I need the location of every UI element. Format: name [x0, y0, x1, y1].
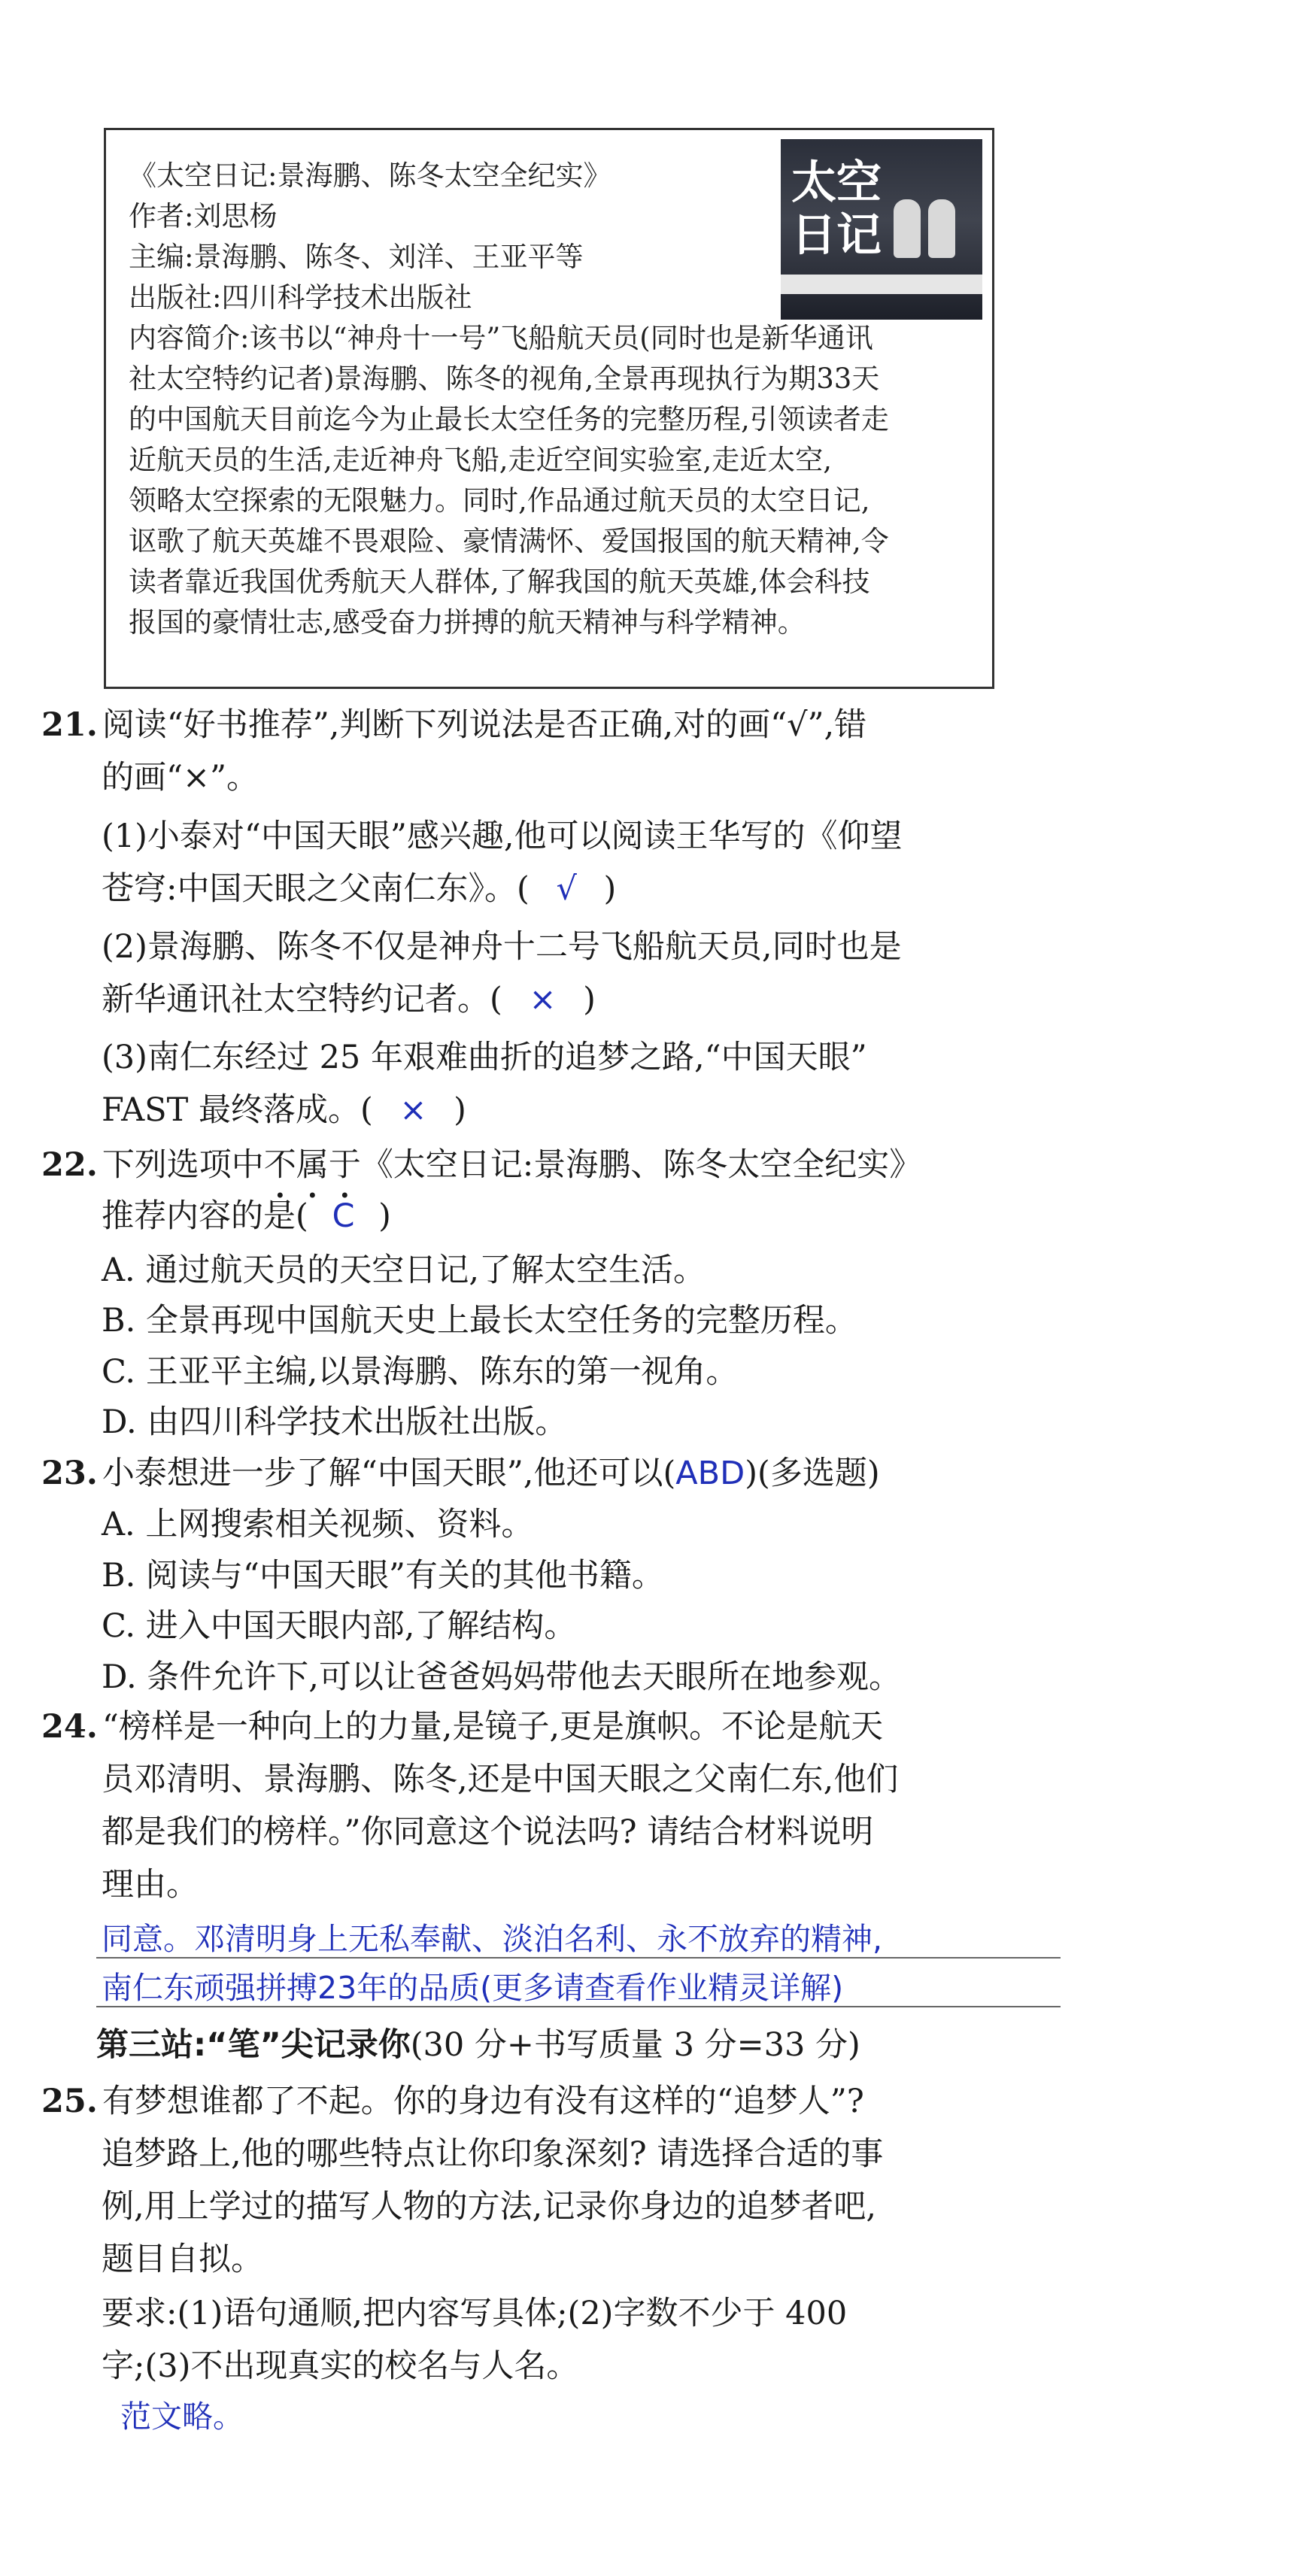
question-text: 的画“×”。 — [102, 759, 259, 796]
option: D. 条件允许下,可以让爸爸妈妈带他去天眼所在地参观。 — [102, 1658, 901, 1696]
emphasized-char: 于 — [328, 1146, 361, 1184]
question-23 — [41, 1448, 880, 1494]
book-author: 作者:刘思杨 — [129, 200, 278, 232]
cover-band — [781, 275, 982, 294]
option: B. 全景再现中国航天史上最长太空任务的完整历程。 — [102, 1302, 857, 1340]
section-score: (30 分+书写质量 3 分=33 分) — [410, 2026, 860, 2064]
question-number: 21. — [41, 706, 98, 744]
cover-title-bottom: 日记 — [791, 209, 882, 262]
question-text: 阅读“好书推荐”,判断下列说法是否正确,对的画“√”,错 — [102, 706, 867, 744]
question-25 — [41, 2076, 864, 2122]
requirement-text: 要求:(1)语句通顺,把内容写具体;(2)字数不少于 400 — [102, 2295, 848, 2332]
statement-1: (1)小泰对“中国天眼”感兴趣,他可以阅读王华写的《仰望 — [102, 818, 903, 855]
question-number: 25. — [41, 2083, 98, 2120]
question-text: 追梦路上,他的哪些特点让你印象深刻? 请选择合适的事 — [102, 2135, 884, 2173]
book-recommendation-box — [104, 128, 994, 689]
question-text: 例,用上学过的描写人物的方法,记录你身边的追梦者吧, — [102, 2188, 877, 2226]
statement-3-cont — [102, 1085, 466, 1130]
question-text: 《太空日记:景海鹏、陈冬太空全纪实》 — [360, 1146, 922, 1184]
book-intro-line: 讴歌了航天英雄不畏艰险、豪情满怀、爱国报国的航天精神,令 — [129, 525, 889, 557]
emphasized-char: 属 — [296, 1146, 329, 1184]
answer-choice: C — [332, 1197, 355, 1235]
paren-close: ) — [583, 981, 596, 1018]
question-text: 有梦想谁都了不起。你的身边有没有这样的“追梦人”? — [102, 2083, 864, 2120]
section-header — [96, 2019, 860, 2065]
statement-text: 苍穹:中国天眼之父南仁东》。( — [102, 870, 530, 908]
book-intro-line: 近航天员的生活,走近神舟飞船,走近空间实验室,走近太空, — [129, 444, 833, 476]
question-text: 下列选项中 — [102, 1146, 264, 1184]
paren-close: ) — [378, 1197, 391, 1235]
question-text: “榜样是一种向上的力量,是镜子,更是旗帜。不论是航天 — [102, 1708, 884, 1746]
paren-close: ) — [603, 870, 617, 908]
requirement-text: 字;(3)不出现真实的校名与人名。 — [102, 2347, 579, 2385]
astronaut-figure — [894, 199, 921, 258]
book-intro-line: 领略太空探索的无限魅力。同时,作品通过航天员的太空日记, — [129, 484, 870, 517]
book-publisher: 出版社:四川科学技术出版社 — [129, 281, 472, 314]
statement-text: 新华通讯社太空特约记者。( — [102, 981, 502, 1018]
answer-mark: × — [399, 1091, 427, 1129]
book-title: 《太空日记:景海鹏、陈冬太空全纪实》 — [129, 159, 612, 192]
question-text: 员邓清明、景海鹏、陈冬,还是中国天眼之父南仁东,他们 — [102, 1761, 899, 1798]
section-title: 第三站:“笔”尖记录你 — [96, 2026, 411, 2064]
answer-line: 同意。邓清明身上无私奉献、淡泊名利、永不放弃的精神, — [102, 1921, 883, 1957]
question-text: 理由。 — [102, 1866, 199, 1904]
statement-3: (3)南仁东经过 25 年艰难曲折的追梦之路,“中国天眼” — [102, 1039, 867, 1076]
book-intro-line: 的中国航天目前迄今为止最长太空任务的完整历程,引领读者走 — [129, 403, 889, 435]
question-21 — [41, 699, 866, 745]
option: C. 进入中国天眼内部,了解结构。 — [102, 1607, 577, 1645]
option: A. 通过航天员的天空日记,了解太空生活。 — [102, 1252, 706, 1289]
option: B. 阅读与“中国天眼”有关的其他书籍。 — [102, 1557, 664, 1594]
statement-2: (2)景海鹏、陈冬不仅是神舟十二号飞船航天员,同时也是 — [102, 928, 902, 966]
statement-text: FAST 最终落成。( — [102, 1091, 373, 1129]
answer-text: 范文略。 — [120, 2399, 244, 2435]
question-22 — [41, 1139, 921, 1185]
answer-line: 南仁东顽强拼搏23年的品质(更多请查看作业精灵详解) — [102, 1970, 844, 2006]
answer-choice: ABD — [675, 1455, 745, 1492]
book-cover-image — [781, 139, 982, 320]
book-intro-line: 内容简介:该书以“神舟十一号”飞船航天员(同时也是新华通讯 — [129, 322, 873, 354]
question-number: 22. — [41, 1146, 98, 1184]
emphasized-char: 不 — [263, 1146, 296, 1184]
question-22-line2 — [102, 1191, 391, 1236]
book-intro-line: 报国的豪情壮志,感受奋力拼搏的航天精神与科学精神。 — [129, 606, 806, 639]
book-intro-line: 社太空特约记者)景海鹏、陈冬的视角,全景再现执行为期33天 — [129, 363, 880, 395]
question-text: 小泰想进一步了解“中国天眼”,他还可以( — [102, 1455, 676, 1492]
astronaut-figure — [928, 199, 955, 258]
question-number: 23. — [41, 1455, 98, 1492]
statement-2-cont — [102, 974, 596, 1020]
book-intro-line: 读者靠近我国优秀航天人群体,了解我国的航天英雄,体会科技 — [129, 566, 870, 598]
question-text: 题目自拟。 — [102, 2241, 263, 2278]
question-text: )(多选题) — [745, 1455, 880, 1492]
answer-underline — [96, 2006, 1061, 2007]
paren-close: ) — [454, 1091, 466, 1129]
cover-title-top: 太空 — [791, 156, 882, 209]
question-number: 24. — [41, 1708, 98, 1746]
option: C. 王亚平主编,以景海鹏、陈东的第一视角。 — [102, 1353, 739, 1391]
answer-mark: × — [529, 981, 557, 1018]
option: A. 上网搜索相关视频、资料。 — [102, 1506, 534, 1543]
answer-underline — [96, 1957, 1061, 1959]
option: D. 由四川科学技术出版社出版。 — [102, 1403, 568, 1441]
book-editors: 主编:景海鹏、陈冬、刘洋、王亚平等 — [129, 241, 584, 273]
answer-mark: √ — [556, 870, 577, 908]
question-text: 都是我们的榜样。”你同意这个说法吗? 请结合材料说明 — [102, 1813, 874, 1851]
question-text: 推荐内容的是( — [102, 1197, 308, 1235]
statement-1-cont — [102, 863, 616, 909]
question-24 — [41, 1701, 883, 1747]
